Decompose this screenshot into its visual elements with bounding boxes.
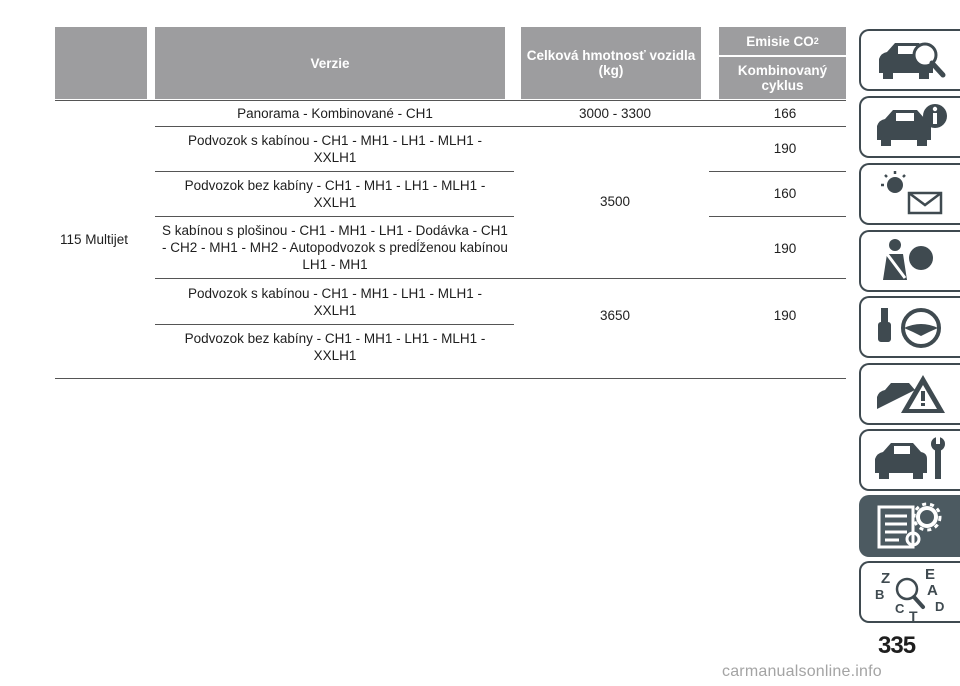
tab-technical-data[interactable] [859, 495, 960, 557]
tab-getting-to-know[interactable] [859, 96, 960, 158]
co2-cell: 190 [773, 308, 797, 323]
index-letter-z: Z [881, 570, 891, 587]
model-header-cell [55, 27, 147, 99]
mass-cell: 3000 - 3300 [578, 106, 652, 121]
version-cell: S kabínou s plošinou - CH1 - MH1 - LH1 - Dodávka - CH1 - CH2 - MH1 - MH2 - Autopodvozok s predĺženou kabínou LH1 - MH1 [162, 223, 508, 272]
index-letter-d: D [935, 599, 945, 614]
co2-cell: 190 [773, 241, 797, 256]
row-divider [155, 278, 846, 279]
document-gear-icon [869, 501, 955, 551]
header-divider [55, 100, 846, 101]
version-cell: Panorama - Kombinované - CH1 [237, 106, 433, 121]
index-letter-e: E [925, 567, 936, 583]
car-wrench-icon [869, 435, 955, 485]
car-info-icon [869, 102, 955, 152]
tab-index[interactable] [859, 561, 960, 623]
watermark: carmanualsonline.info [722, 663, 882, 680]
steering-wheel-icon [869, 302, 955, 352]
index-letter-c: C [895, 601, 905, 616]
alphabet-index-icon [869, 567, 955, 625]
tab-warning-lights[interactable] [859, 163, 960, 225]
co2-emissions-header: Emisie CO 2 Kombinovaný cyklus [719, 27, 846, 99]
tab-starting-driving[interactable] [859, 296, 960, 358]
row-divider [155, 171, 514, 172]
tab-emergency[interactable] [859, 363, 960, 425]
total-mass-header: Celková hmotnosť vozidla (kg) [521, 27, 701, 99]
co2-cell: 190 [773, 141, 797, 156]
page-number: 335 [878, 632, 916, 659]
row-divider [155, 126, 846, 127]
row-divider [155, 324, 514, 325]
version-cell: Podvozok s kabínou - CH1 - MH1 - LH1 - MLH1 - XXLH1 [187, 286, 483, 318]
row-divider [709, 216, 846, 217]
version-header: Verzie [155, 27, 505, 99]
index-letter-t: T [909, 608, 918, 624]
mass-cell: 3650 [599, 308, 631, 323]
row-divider [709, 171, 846, 172]
version-cell: Podvozok bez kabíny - CH1 - MH1 - LH1 - MLH1 - XXLH1 [184, 178, 486, 210]
warning-triangle-icon [869, 369, 955, 419]
row-divider [155, 216, 514, 217]
seatbelt-airbag-icon [869, 236, 955, 286]
warning-light-message-icon [869, 169, 955, 219]
index-letter-a: A [927, 582, 938, 599]
co2-cell: 166 [773, 106, 797, 121]
co2-cell: 160 [773, 186, 797, 201]
table-bottom-rule [55, 378, 846, 379]
car-search-icon [869, 35, 955, 85]
model-cell: 115 Multijet [59, 232, 129, 247]
mass-cell: 3500 [599, 194, 631, 209]
index-letter-b: B [875, 587, 885, 602]
tab-maintenance[interactable] [859, 429, 960, 491]
version-cell: Podvozok bez kabíny - CH1 - MH1 - LH1 - MLH1 - XXLH1 [184, 331, 486, 363]
tab-safety[interactable] [859, 230, 960, 292]
tab-dashboard-knowledge[interactable] [859, 29, 960, 91]
version-cell: Podvozok s kabínou - CH1 - MH1 - LH1 - MLH1 - XXLH1 [187, 133, 483, 165]
